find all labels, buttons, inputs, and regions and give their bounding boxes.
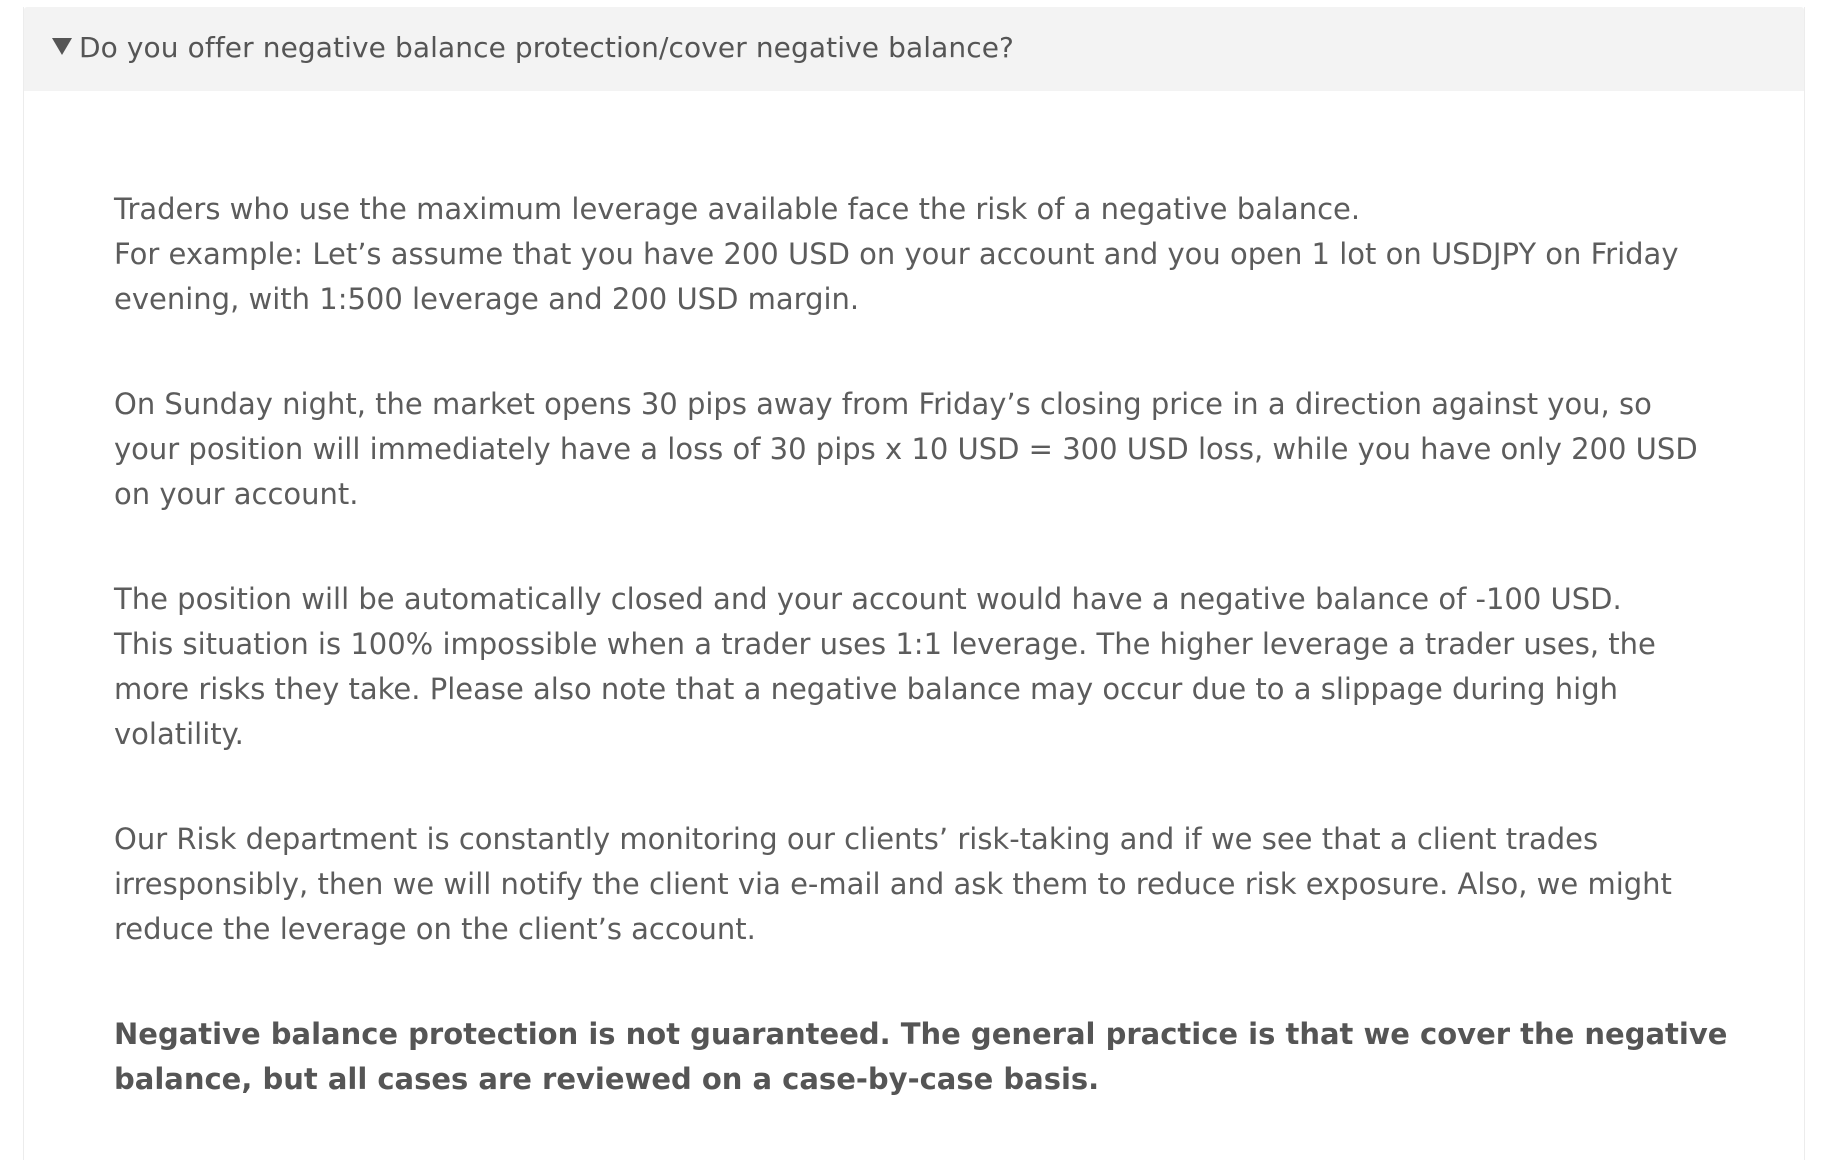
answer-line: irresponsibly, then we will notify the client via e-mail and ask them to reduce risk exposure. Also, we might: [114, 867, 1672, 901]
answer-line: on your account.: [114, 477, 359, 511]
answer-line: evening, with 1:500 leverage and 200 USD margin.: [114, 282, 860, 316]
answer-line: reduce the leverage on the client’s account.: [114, 912, 756, 946]
faq-question-toggle[interactable]: [24, 7, 1804, 91]
answer-line: volatility.: [114, 717, 244, 751]
triangle-down-icon[interactable]: [52, 38, 72, 55]
answer-line: This situation is 100% impossible when a trader uses 1:1 leverage. The higher leverage a trader uses, the: [114, 627, 1656, 661]
answer-line: Negative balance protection is not guaranteed. The general practice is that we cover the negative: [114, 1017, 1728, 1051]
answer-line: your position will immediately have a loss of 30 pips x 10 USD = 300 USD loss, while you have only 200 USD: [114, 432, 1698, 466]
answer-paragraph-4: [114, 817, 1734, 952]
answer-line: For example: Let’s assume that you have 200 USD on your account and you open 1 lot on USDJPY on Friday: [114, 237, 1679, 271]
answer-line: more risks they take. Please also note that a negative balance may occur due to a slippage during high: [114, 672, 1619, 706]
answer-paragraph-3: [114, 577, 1734, 757]
faq-item: [23, 7, 1805, 1160]
faq-question-text[interactable]: Do you offer negative balance protection/cover negative balance?: [79, 31, 1014, 64]
answer-paragraph-1: [114, 187, 1734, 322]
answer-disclaimer: [114, 1012, 1734, 1102]
answer-line: balance, but all cases are reviewed on a case-by-case basis.: [114, 1062, 1100, 1096]
answer-line: The position will be automatically closed and your account would have a negative balance of -100 USD.: [114, 582, 1622, 616]
answer-line: Our Risk department is constantly monitoring our clients’ risk-taking and if we see that a client trades: [114, 822, 1599, 856]
answer-paragraph-2: [114, 382, 1734, 517]
answer-line: Traders who use the maximum leverage available face the risk of a negative balance.: [114, 192, 1361, 226]
faq-answer: [114, 187, 1734, 1160]
answer-line: On Sunday night, the market opens 30 pips away from Friday’s closing price in a direction against you, so: [114, 387, 1652, 421]
